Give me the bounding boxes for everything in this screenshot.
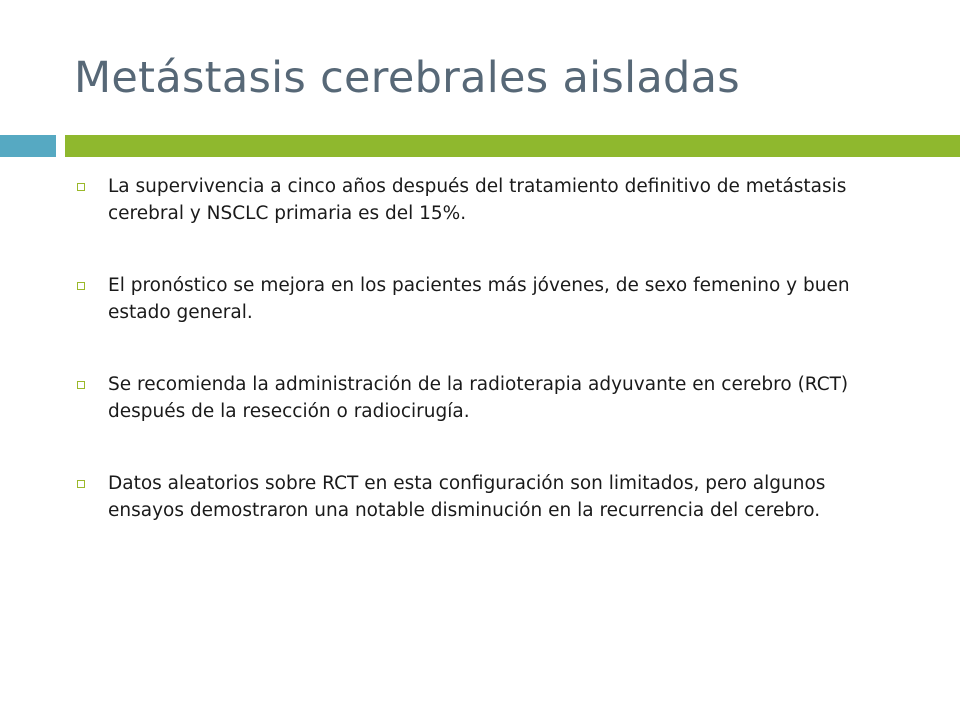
slide-title: Metástasis cerebrales aisladas — [74, 53, 740, 103]
bullet-text: El pronóstico se mejora en los pacientes más jóvenes, de sexo femenino y buen estado general. — [108, 275, 850, 323]
accent-bar-right — [65, 135, 960, 157]
bullet-item — [74, 173, 904, 227]
bullet-text: La supervivencia a cinco años después del tratamiento definitivo de metástasis cerebral y NSCLC primaria es del 15%. — [108, 176, 847, 224]
square-bullet-icon — [77, 381, 85, 389]
square-bullet-icon — [77, 480, 85, 488]
bullet-item — [74, 470, 904, 524]
accent-bar-left — [0, 135, 56, 157]
bullet-list — [74, 173, 904, 569]
bullet-item — [74, 371, 904, 425]
bullet-text: Se recomienda la administración de la radioterapia adyuvante en cerebro (RCT) después de la resección o radiocirugía. — [108, 374, 849, 422]
bullet-text: Datos aleatorios sobre RCT en esta configuración son limitados, pero algunos ensayos demostraron una notable disminución en la recurrencia del cerebro. — [108, 473, 826, 521]
square-bullet-icon — [77, 282, 85, 290]
bullet-item — [74, 272, 904, 326]
square-bullet-icon — [77, 183, 85, 191]
